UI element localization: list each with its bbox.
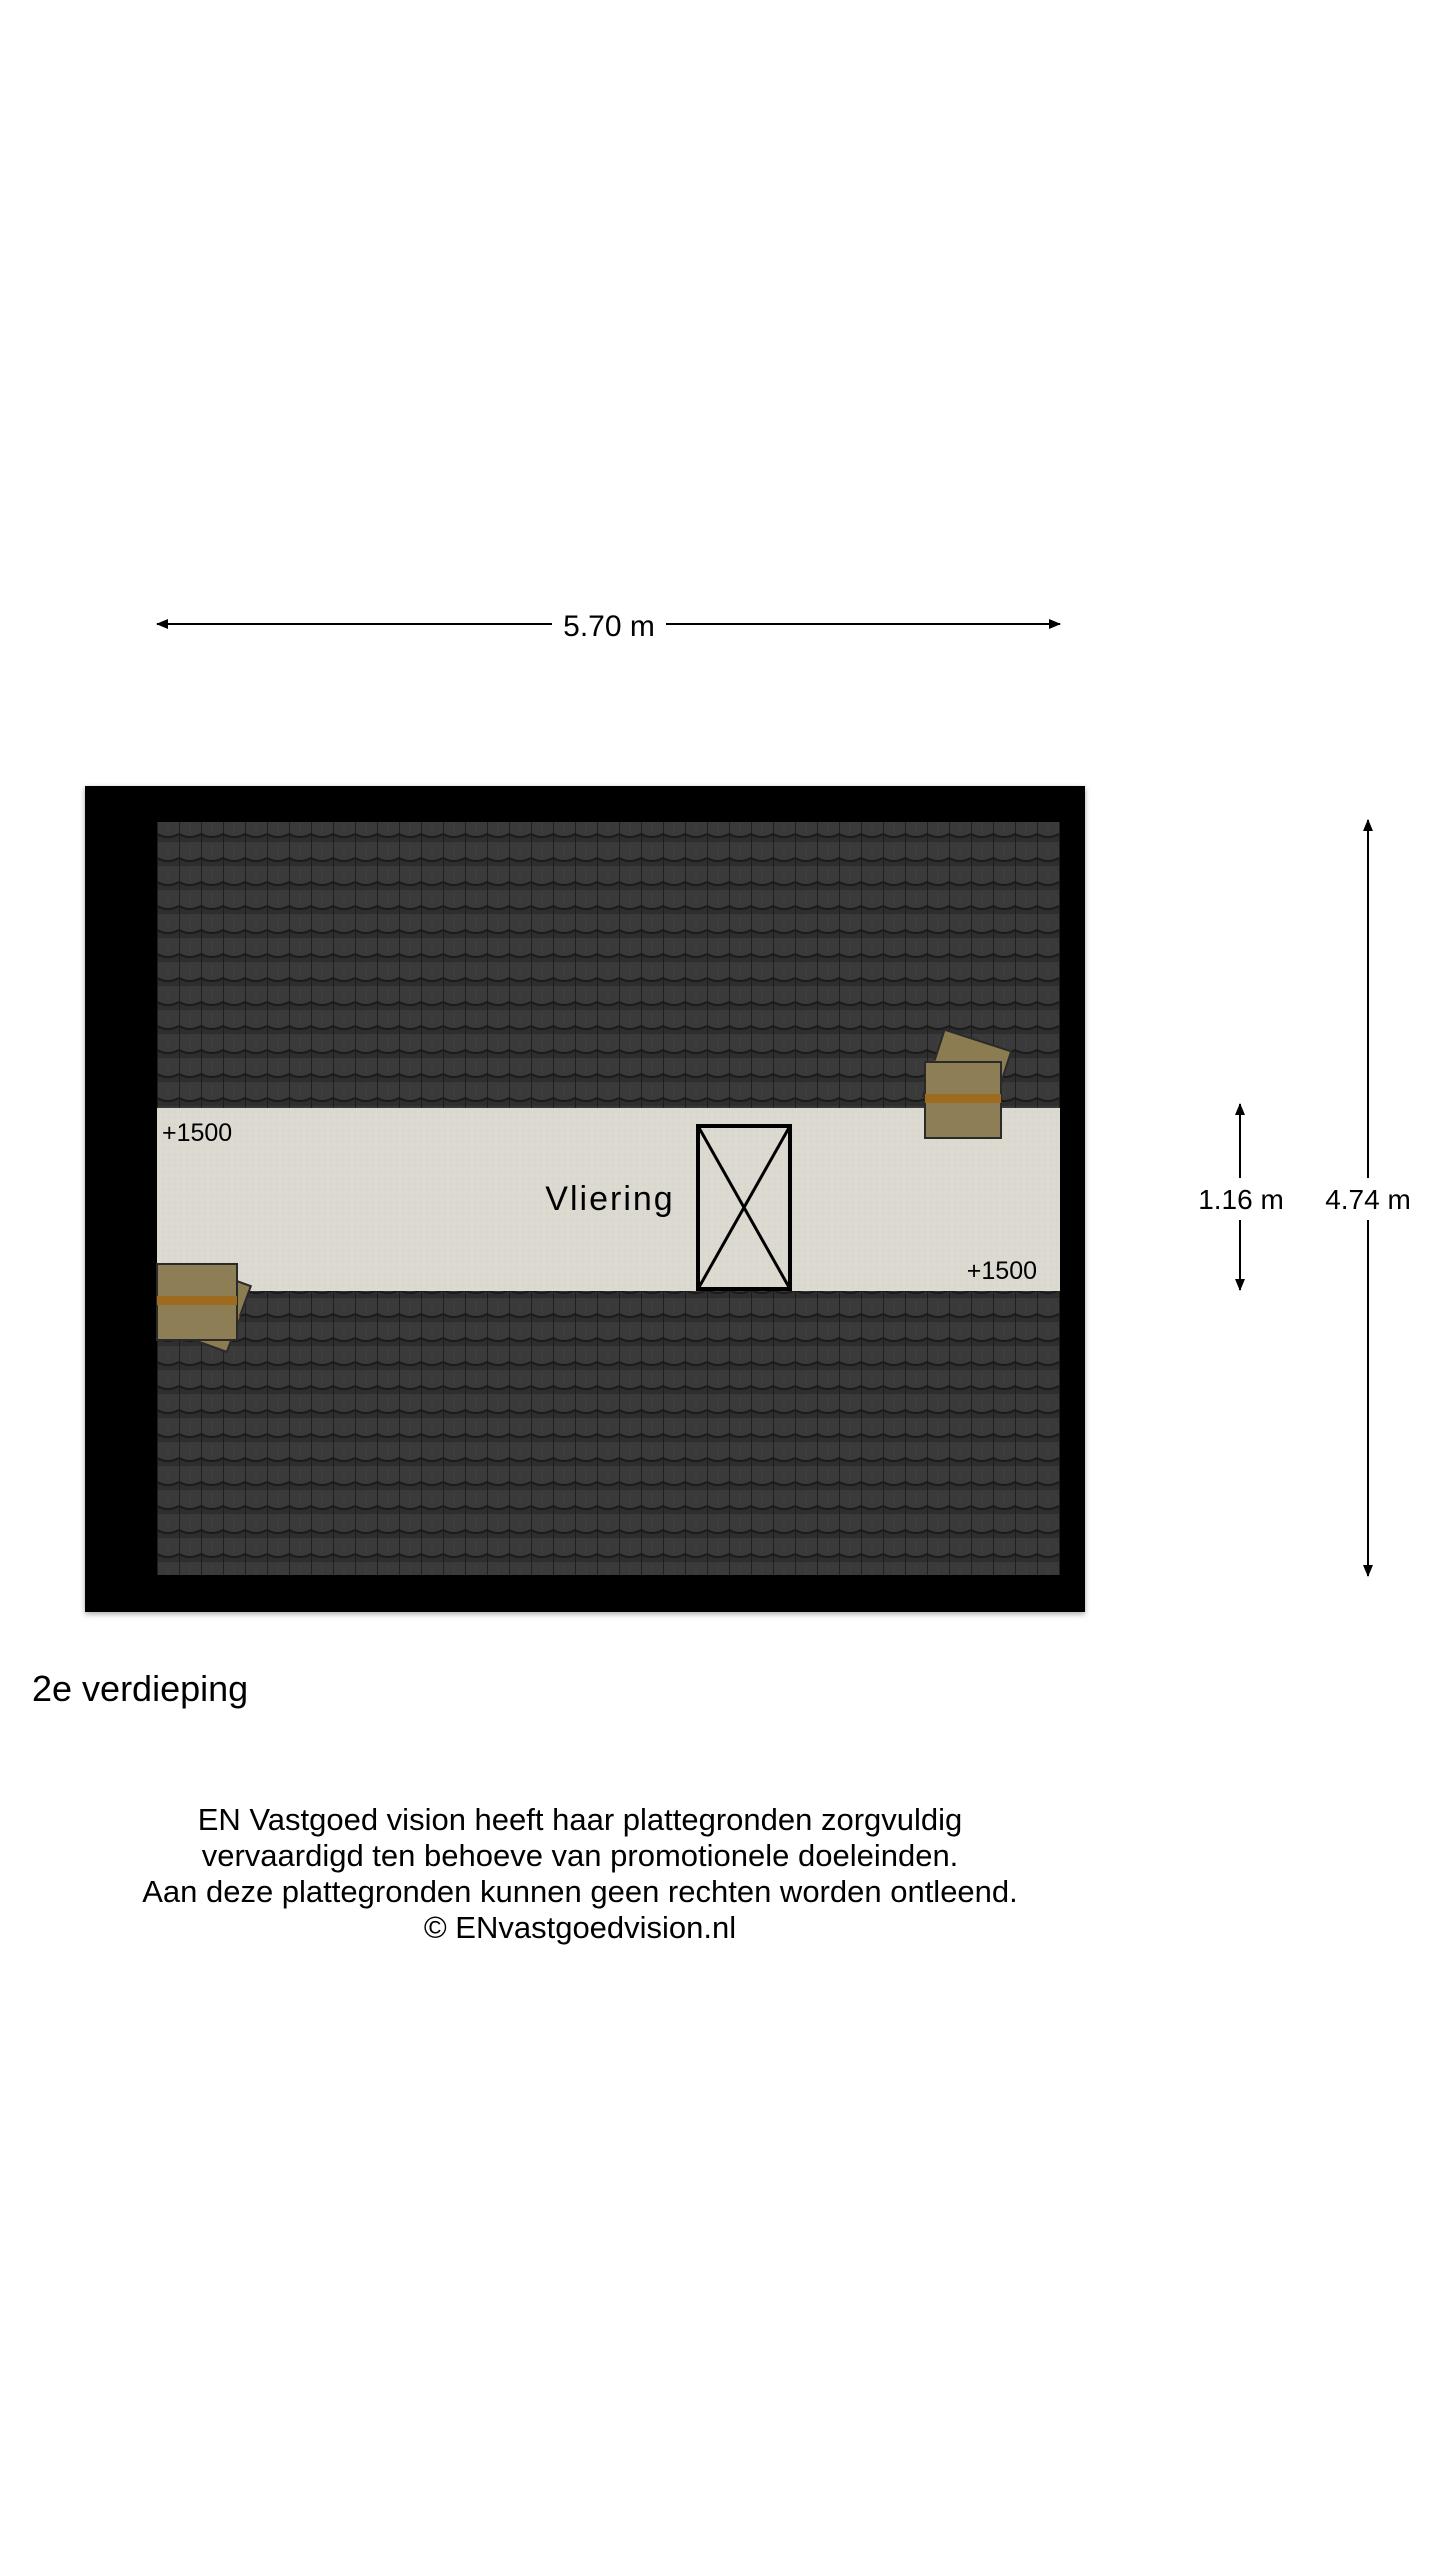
strip-dimension-label: 1.16 m: [1198, 1184, 1284, 1215]
level-mark-left: +1500: [162, 1119, 233, 1147]
depth-dimension-label: 4.74 m: [1325, 1184, 1411, 1215]
width-dimension-label: 5.70 m: [563, 610, 655, 643]
disclaimer-line: Aan deze plattegronden kunnen geen rechten worden ontleend.: [142, 1874, 1018, 1909]
roof-tiles-bottom: [157, 1291, 1060, 1575]
disclaimer-line: vervaardigd ten behoeve van promotionele doeleinden.: [201, 1838, 959, 1873]
disclaimer: [0, 1802, 1160, 1946]
room-label: Vliering: [545, 1180, 675, 1218]
roof-window-icon: [157, 1264, 237, 1340]
disclaimer-line: EN Vastgoed vision heeft haar plattegronden zorgvuldig: [197, 1802, 963, 1837]
level-mark-right: +1500: [966, 1257, 1037, 1285]
copyright-line: © ENvastgoedvision.nl: [423, 1910, 737, 1945]
floor-label: 2e verdieping: [32, 1668, 249, 1709]
roof-window-icon: [925, 1062, 1001, 1138]
